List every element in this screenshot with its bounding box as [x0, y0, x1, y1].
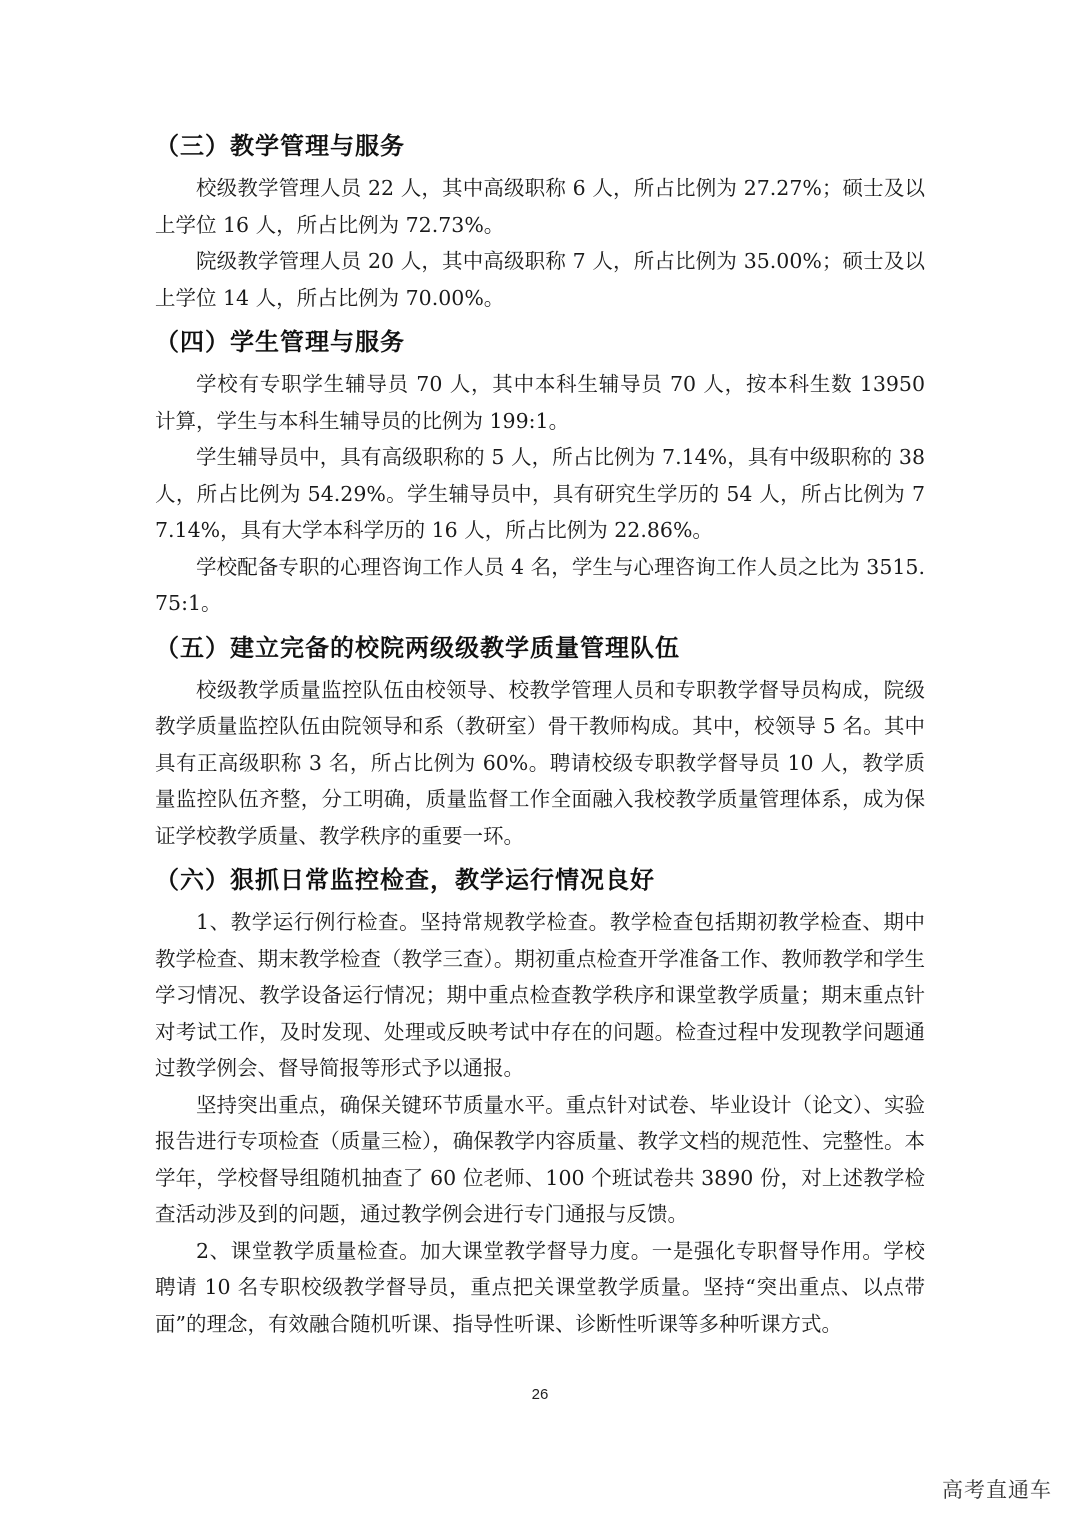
document-body — [155, 128, 925, 1350]
section-teaching-management — [155, 128, 925, 316]
paragraph: 坚持突出重点，确保关键环节质量水平。重点针对试卷、毕业设计（论文）、实验报告进行专项检查（质量三检），确保教学内容质量、教学文档的规范性、完整性。本学年，学校督导组随机抽查了 60 位老师、100 个班试卷共 3890 份，对上述教学检查活动涉及到的问题，通过教学例会进行专门通报与反馈。 — [155, 1092, 925, 1226]
section-quality-team — [155, 630, 925, 855]
section-student-management — [155, 324, 925, 622]
paragraph: 院级教学管理人员 20 人，其中高级职称 7 人，所占比例为 35.00%；硕士及以上学位 14 人，所占比例为 70.00%。 — [155, 249, 925, 310]
paragraph: 2、课堂教学质量检查。加大课堂教学督导力度。一是强化专职督导作用。学校聘请 10 名专职校级教学督导员，重点把关课堂教学质量。坚持“突出重点、以点带面”的理念，有效融合随机听课、指导性听课、诊断性听课等多种听课方式。 — [155, 1238, 925, 1336]
paragraph: 1、教学运行例行检查。坚持常规教学检查。教学检查包括期初教学检查、期中教学检查、期末教学检查（教学三查）。期初重点检查开学准备工作、教师教学和学生学习情况、教学设备运行情况；期中重点检查教学秩序和课堂教学质量；期末重点针对考试工作，及时发现、处理或反映考试中存在的问题。检查过程中发现教学问题通过教学例会、督导简报等形式予以通报。 — [155, 910, 925, 1080]
watermark: 高考直通车 — [942, 1478, 1052, 1502]
section-heading: （六）狠抓日常监控检查，教学运行情况良好 — [155, 866, 655, 894]
paragraph: 校级教学质量监控队伍由校领导、校教学管理人员和专职教学督导员构成，院级教学质量监控队伍由院领导和系（教研室）骨干教师构成。其中，校领导 5 名。其中具有正高级职称 3 名，所占比例为 60%。聘请校级专职教学督导员 10 人，教学质量监控队伍齐整，分工明确，质量监督工作全面融入我校教学质量管理体系，成为保证学校教学质量、教学秩序的重要一环。 — [155, 677, 925, 848]
section-daily-monitoring — [155, 862, 925, 1342]
paragraph: 学校配备专职的心理咨询工作人员 4 名，学生与心理咨询工作人员之比为 3515.75:1。 — [155, 554, 925, 615]
section-heading: （五）建立完备的校院两级级教学质量管理队伍 — [155, 633, 680, 662]
paragraph: 学校有专职学生辅导员 70 人，其中本科生辅导员 70 人，按本科生数 13950 计算，学生与本科生辅导员的比例为 199:1。 — [155, 372, 925, 433]
paragraph: 校级教学管理人员 22 人，其中高级职称 6 人，所占比例为 27.27%；硕士及以上学位 16 人，所占比例为 72.73%。 — [155, 176, 925, 237]
paragraph: 学生辅导员中，具有高级职称的 5 人，所占比例为 7.14%，具有中级职称的 38 人，所占比例为 54.29%。学生辅导员中，具有研究生学历的 54 人，所占比例为 77.14%，具有大学本科学历的 16 人，所占比例为 22.86%。 — [155, 445, 925, 542]
page-number: 26 — [531, 1386, 549, 1403]
section-heading: （四）学生管理与服务 — [155, 328, 405, 356]
section-heading: （三）教学管理与服务 — [155, 132, 405, 160]
